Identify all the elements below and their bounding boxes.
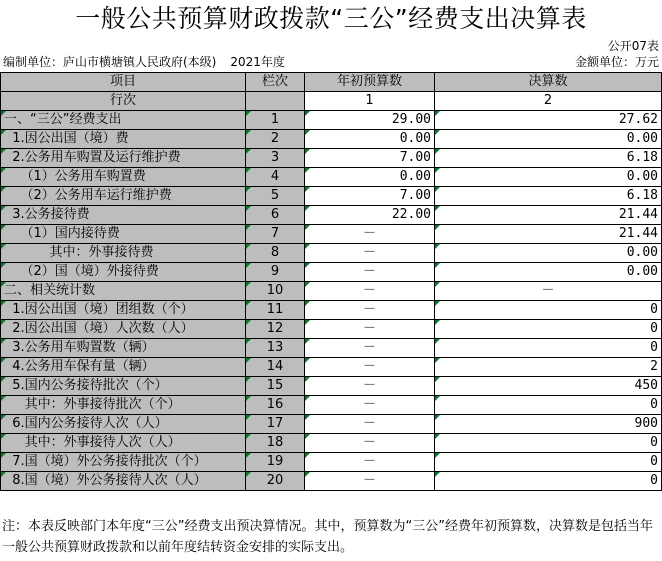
- row-final: 900: [435, 415, 662, 434]
- row-final: 21.44: [435, 206, 662, 225]
- header-row: [1, 73, 662, 92]
- row-item: 其中：外事接待批次（个）: [1, 396, 246, 415]
- row-number: 20: [246, 472, 305, 491]
- row-budget: －: [305, 320, 435, 339]
- row-item: 3.公务用车购置数（辆）: [1, 339, 246, 358]
- table-body: [1, 111, 662, 491]
- table-row: [1, 168, 662, 187]
- row-number: 15: [246, 377, 305, 396]
- row-item: （2）国（境）外接待费: [1, 263, 246, 282]
- row-item: 8.国（境）外公务接待人次（人）: [1, 472, 246, 491]
- table-row: [1, 453, 662, 472]
- row-final: 450: [435, 377, 662, 396]
- row-item: 其中：外事接待人次（人）: [1, 434, 246, 453]
- row-number: 9: [246, 263, 305, 282]
- row-final: 0: [435, 434, 662, 453]
- row-number: 6: [246, 206, 305, 225]
- row-number: 4: [246, 168, 305, 187]
- row-item: 一、“三公”经费支出: [1, 111, 246, 130]
- subheader-label: 行次: [1, 92, 246, 111]
- row-budget: －: [305, 263, 435, 282]
- row-final: 0.00: [435, 263, 662, 282]
- row-budget: 0.00: [305, 130, 435, 149]
- row-item: 5.国内公务接待批次（个）: [1, 377, 246, 396]
- row-number: 12: [246, 320, 305, 339]
- row-number: 17: [246, 415, 305, 434]
- row-item: 1.因公出国（境）团组数（个）: [1, 301, 246, 320]
- row-item: 二、相关统计数: [1, 282, 246, 301]
- subheader-empty: [246, 92, 305, 111]
- unit-label: 编制单位：庐山市横塘镇人民政府(本级): [3, 55, 217, 69]
- row-number: 19: [246, 453, 305, 472]
- row-budget: －: [305, 434, 435, 453]
- row-item: （2）公务用车运行维护费: [1, 187, 246, 206]
- table-row: [1, 339, 662, 358]
- row-item: 7.国（境）外公务接待批次（个）: [1, 453, 246, 472]
- header-final: 决算数: [435, 73, 662, 92]
- row-item: 3.公务接待费: [1, 206, 246, 225]
- page-title: 一般公共预算财政拨款“三公”经费支出决算表: [75, 4, 587, 33]
- subheader-budget-col: 1: [305, 92, 435, 111]
- row-budget: 29.00: [305, 111, 435, 130]
- row-item: （1）公务用车购置费: [1, 168, 246, 187]
- row-item: （1）国内接待费: [1, 225, 246, 244]
- row-budget: －: [305, 472, 435, 491]
- table-row: [1, 472, 662, 491]
- row-final: 0.00: [435, 130, 662, 149]
- row-number: 16: [246, 396, 305, 415]
- row-budget: 22.00: [305, 206, 435, 225]
- row-budget: －: [305, 415, 435, 434]
- row-budget: －: [305, 396, 435, 415]
- row-item: 2.公务用车购置及运行维护费: [1, 149, 246, 168]
- row-number: 3: [246, 149, 305, 168]
- row-number: 8: [246, 244, 305, 263]
- row-number: 5: [246, 187, 305, 206]
- row-budget: －: [305, 282, 435, 301]
- row-budget: －: [305, 377, 435, 396]
- table-row: [1, 301, 662, 320]
- subheader-row: [1, 92, 662, 111]
- row-number: 2: [246, 130, 305, 149]
- row-final: 0: [435, 301, 662, 320]
- table-row: [1, 377, 662, 396]
- form-number: 公开07表: [607, 39, 659, 53]
- table-row: [1, 396, 662, 415]
- table-row: [1, 149, 662, 168]
- row-budget: 7.00: [305, 149, 435, 168]
- table-row: [1, 244, 662, 263]
- table-row: [1, 415, 662, 434]
- row-number: 1: [246, 111, 305, 130]
- footnote: 注：本表反映部门本年度“三公”经费支出预决算情况。其中，预算数为“三公”经费年初预算数，决算数是包括当年一般公共预算财政拨款和以前年度结转资金安排的实际支出。: [2, 519, 653, 555]
- table-row: [1, 434, 662, 453]
- row-final: 0.00: [435, 244, 662, 263]
- table-row: [1, 358, 662, 377]
- row-item: 6.国内公务接待人次（人）: [1, 415, 246, 434]
- row-final: 0: [435, 396, 662, 415]
- row-final: 0.00: [435, 168, 662, 187]
- header-item: 项目: [1, 73, 246, 92]
- row-number: 10: [246, 282, 305, 301]
- row-budget: －: [305, 358, 435, 377]
- row-final: 6.18: [435, 149, 662, 168]
- row-budget: －: [305, 339, 435, 358]
- row-final: 6.18: [435, 187, 662, 206]
- row-item: 1.因公出国（境）费: [1, 130, 246, 149]
- row-final: －: [435, 282, 662, 301]
- row-number: 11: [246, 301, 305, 320]
- table-row: [1, 206, 662, 225]
- row-final: 27.62: [435, 111, 662, 130]
- expense-table: [0, 72, 662, 491]
- amount-unit: 金额单位：万元: [574, 55, 659, 69]
- report-year: 2021年度: [230, 55, 285, 69]
- row-final: 0: [435, 339, 662, 358]
- row-final: 2: [435, 358, 662, 377]
- row-budget: －: [305, 225, 435, 244]
- table-row: [1, 320, 662, 339]
- table-row: [1, 130, 662, 149]
- table-row: [1, 282, 662, 301]
- row-budget: 7.00: [305, 187, 435, 206]
- row-final: 0: [435, 320, 662, 339]
- row-final: 0: [435, 453, 662, 472]
- table-row: [1, 225, 662, 244]
- subheader-final-col: 2: [435, 92, 662, 111]
- reporting-unit: [3, 54, 299, 70]
- row-item: 2.因公出国（境）人次数（人）: [1, 320, 246, 339]
- table-row: [1, 187, 662, 206]
- row-item: 其中：外事接待费: [1, 244, 246, 263]
- row-number: 7: [246, 225, 305, 244]
- row-number: 18: [246, 434, 305, 453]
- header-budget: 年初预算数: [305, 73, 435, 92]
- header-row-no: 栏次: [246, 73, 305, 92]
- table-row: [1, 263, 662, 282]
- row-budget: 0.00: [305, 168, 435, 187]
- row-number: 14: [246, 358, 305, 377]
- row-budget: －: [305, 244, 435, 263]
- row-number: 13: [246, 339, 305, 358]
- row-item: 4.公务用车保有量（辆）: [1, 358, 246, 377]
- table-row: [1, 111, 662, 130]
- row-budget: －: [305, 301, 435, 320]
- row-budget: －: [305, 453, 435, 472]
- row-final: 0: [435, 472, 662, 491]
- row-final: 21.44: [435, 225, 662, 244]
